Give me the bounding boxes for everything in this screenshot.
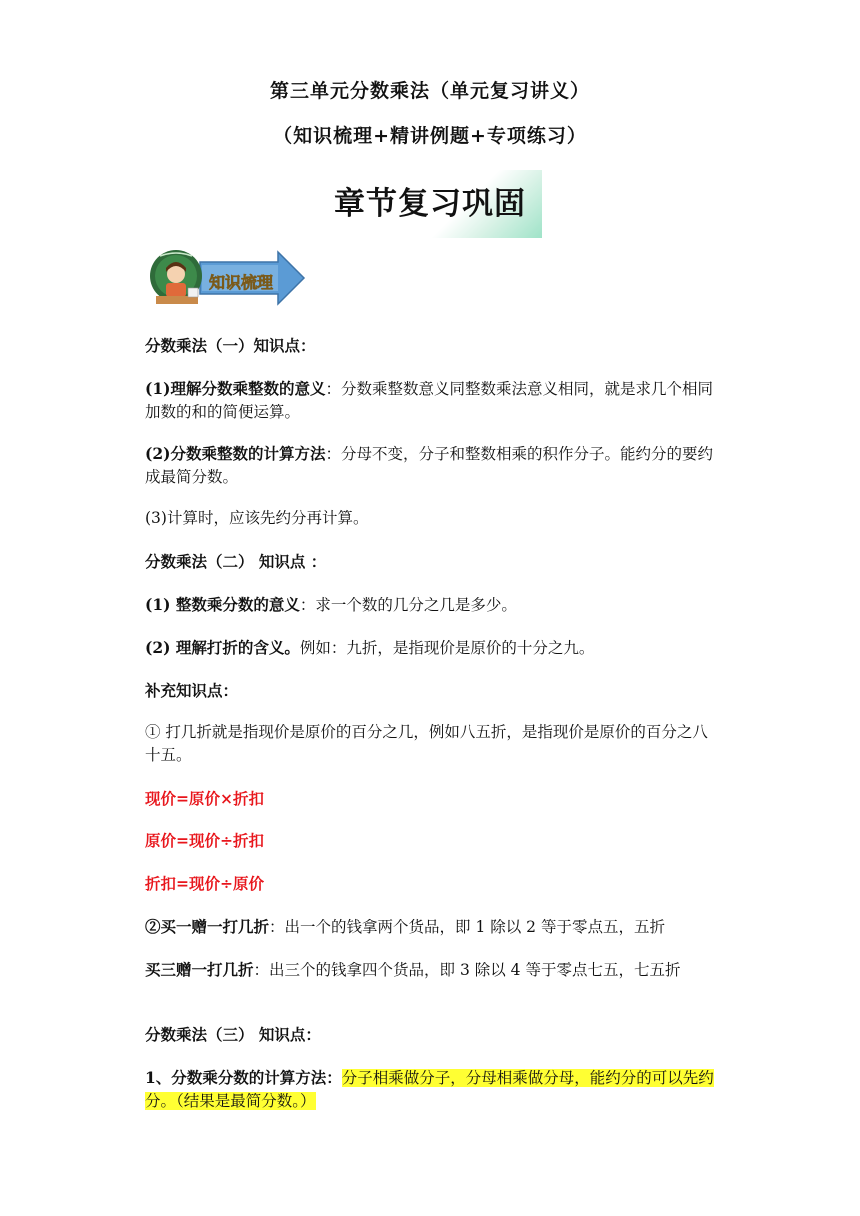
supplement-point2: ②买一赠一打几折：出一个的钱拿两个货品，即 1 除以 2 等于零点五，五折	[145, 917, 665, 936]
section2-point1: (1) 整数乘分数的意义：求一个数的几分之几是多少。	[145, 595, 517, 614]
section3-heading: 分数乘法（三） 知识点：	[145, 1025, 321, 1044]
section1-point2: (2)分数乘整数的计算方法：分母不变，分子和整数相乘的积作分子。能约分的要约成最简分数。	[145, 444, 713, 486]
section1-heading: 分数乘法（一）知识点：	[145, 336, 316, 355]
document-title: 第三单元分数乘法（单元复习讲义）	[269, 80, 590, 102]
highlighted-rule: 分子相乘做分子，分母相乘做分母，能约分的可以先约分。（结果是最简分数。）	[145, 1069, 714, 1110]
section2-point2: (2) 理解打折的含义。例如：九折，是指现价是原价的十分之九。	[145, 638, 595, 657]
supplement-heading: 补充知识点：	[145, 681, 239, 700]
section3-point1: 1、分数乘分数的计算方法：分子相乘做分子，分母相乘做分母，能约分的可以先约分。（结果是最简分数。）	[145, 1068, 714, 1110]
knowledge-badge	[148, 248, 306, 308]
supplement-point3: 买三赠一打几折：出三个的钱拿四个货品，即 3 除以 4 等于零点七五，七五折	[145, 960, 681, 979]
chapter-review-banner	[318, 170, 542, 238]
section2-heading: 分数乘法（二） 知识点 ：	[145, 552, 327, 571]
section1-point1: (1)理解分数乘整数的意义：分数乘整数意义同整数乘法意义相同，就是求几个相同加数的和的简便运算。	[145, 379, 713, 421]
supplement-point1: ① 打几折就是指现价是原价的百分之几，例如八五折，是指现价是原价的百分之八十五。	[145, 723, 708, 764]
document-subtitle: （知识梳理+精讲例题+专项练习）	[273, 125, 587, 147]
formula-current-price: 现价=原价×折扣	[145, 789, 264, 808]
badge-label: 知识梳理	[209, 273, 274, 292]
section1-point3: (3)计算时，应该先约分再计算。	[145, 509, 369, 527]
formula-original-price: 原价=现价÷折扣	[145, 831, 264, 850]
formula-discount: 折扣=现价÷原价	[145, 874, 264, 893]
banner-text: 章节复习巩固	[334, 186, 526, 222]
